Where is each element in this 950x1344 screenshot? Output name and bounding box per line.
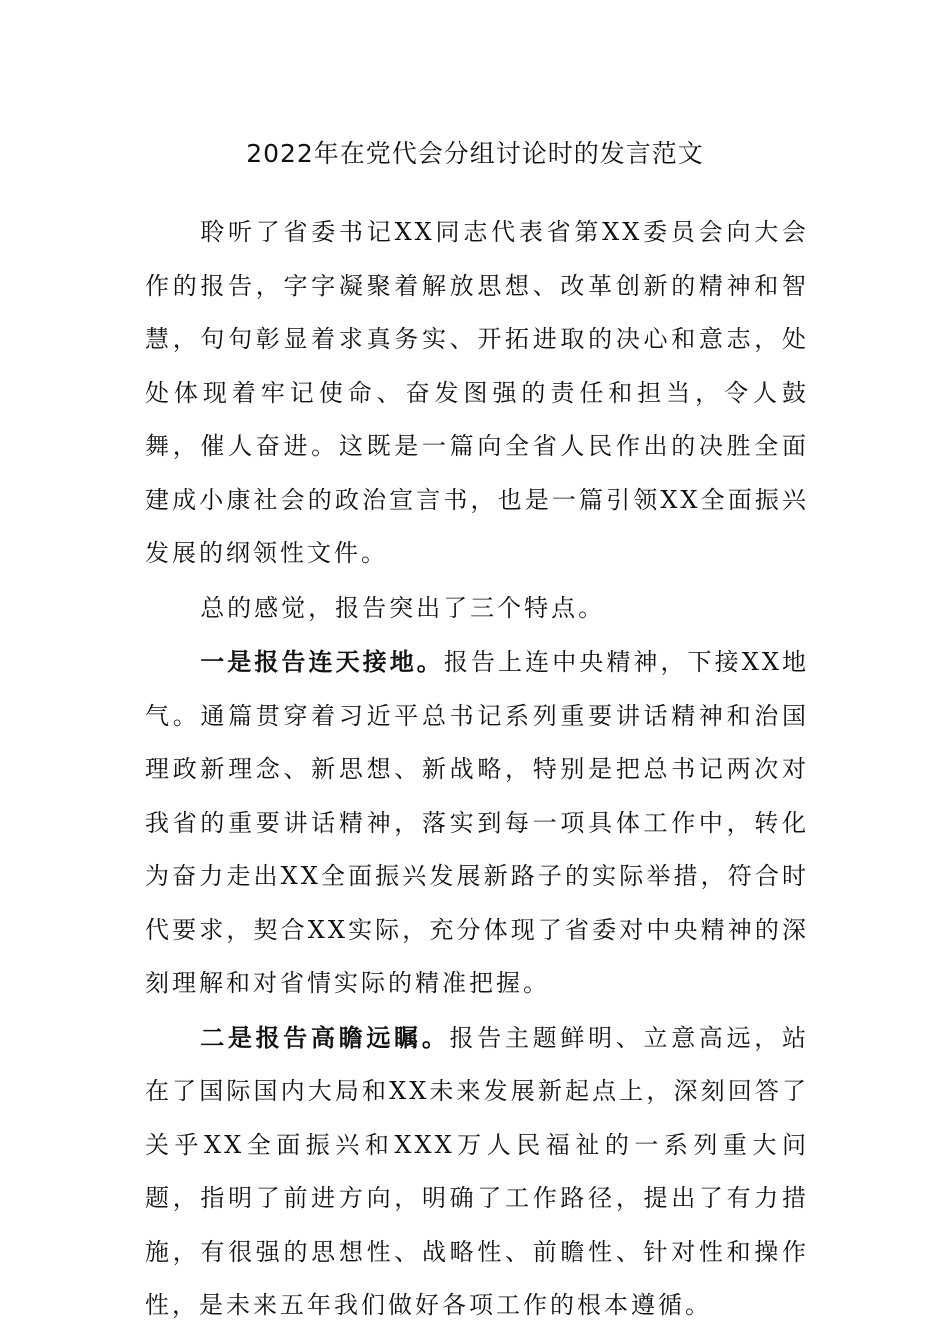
paragraph-text: 报告上连中央精神，下接XX地气。通篇贯穿着习近平总书记系列重要讲话精神和治国理政新理念、新思想、新战略，特别是把总书记两次对我省的重要讲话精神，落实到每一项具体工作中，转化为奋力走出XX全面振兴发展新路子的实际举措，符合时代要求，契合XX实际，充分体现了省委对中央精神的深刻理解和对省情实际的精准把握。 xyxy=(145,648,809,997)
paragraph-summary xyxy=(145,581,809,636)
paragraph-lead: 二是报告高瞻远瞩。 xyxy=(200,1022,450,1052)
paragraph-lead: 一是报告连天接地。 xyxy=(200,647,444,676)
paragraph-intro xyxy=(145,205,809,581)
paragraph-text: 聆听了省委书记XX同志代表省第XX委员会向大会作的报告，字字凝聚着解放思想、改革创新的精神和智慧，句句彰显着求真务实、开拓进取的决心和意志，处处体现着牢记使命、奋发图强的责任和担当，令人鼓舞，催人奋进。这既是一篇向全省人民作出的决胜全面建成小康社会的政治宣言书，也是一篇引领XX全面振兴发展的纲领性文件。 xyxy=(145,218,809,567)
paragraph-point-one xyxy=(145,635,809,1011)
document-title: 2022年在党代会分组讨论时的发言范文 xyxy=(246,139,704,168)
paragraph-text: 报告主题鲜明、立意高远，站在了国际国内大局和XX未来发展新起点上，深刻回答了关乎XX全面振兴和XXX万人民福祉的一系列重大问题，指明了前进方向，明确了工作路径，提出了有力措施，有很强的思想性、战略性、前瞻性、针对性和操作性，是未来五年我们做好各项工作的根本遵循。 xyxy=(145,1023,810,1319)
document-body xyxy=(145,205,809,1333)
paragraph-text: 总的感觉，报告突出了三个特点。 xyxy=(200,593,606,622)
paragraph-point-two xyxy=(145,1011,809,1333)
